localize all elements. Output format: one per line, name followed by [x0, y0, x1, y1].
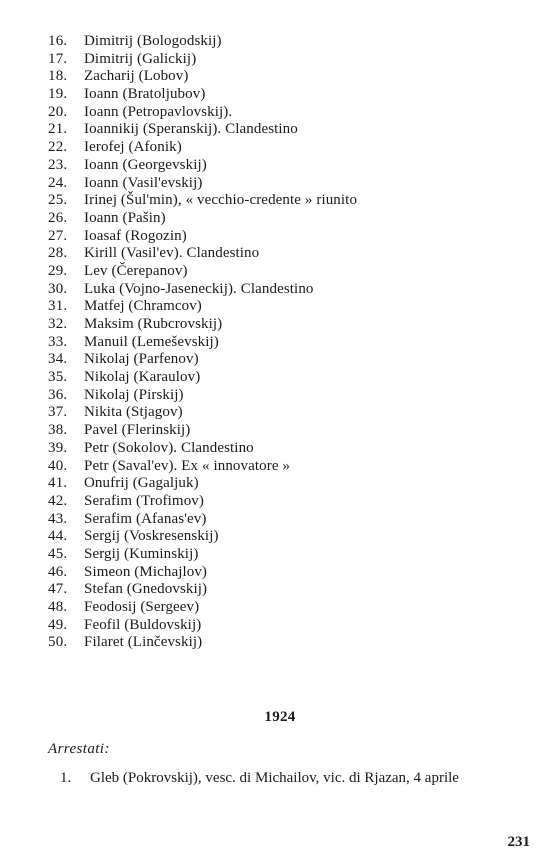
list-item-number: 31. [48, 298, 68, 315]
list-item-number: 34. [48, 351, 68, 368]
list-item-text: Kirill (Vasil'ev). Clandestino [84, 245, 260, 262]
list-item [48, 440, 357, 458]
list-item [48, 581, 357, 599]
section-year-heading: 1924 [264, 709, 296, 725]
list-item [48, 458, 357, 476]
list-item [48, 175, 357, 193]
list-item-number: 38. [48, 422, 68, 439]
list-item [48, 617, 357, 635]
list-item-number: 45. [48, 545, 68, 562]
list-item-text: Lev (Čerepanov) [84, 262, 188, 279]
list-item [48, 121, 357, 139]
list-item [48, 475, 357, 493]
list-item-text: Petr (Sokolov). Clandestino [84, 439, 254, 456]
list-item [48, 192, 357, 210]
list-item-number: 35. [48, 369, 68, 386]
list-item-text: Feodosij (Sergeev) [84, 599, 200, 615]
list-item-number: 22. [48, 139, 68, 156]
list-item [48, 68, 357, 86]
list-item [48, 599, 357, 617]
list-item-text: Nikolaj (Karaulov) [84, 369, 201, 386]
list-item-number: 27. [48, 227, 68, 244]
list-item-text: Ioann (Georgevskij) [84, 156, 207, 173]
list-item-text: Ioann (Bratoljubov) [84, 86, 206, 103]
list-item [48, 281, 357, 299]
list-item-text: Feofil (Buldovskij) [84, 616, 202, 633]
list-item-text: Ioann (Petropavlovskij). [84, 103, 233, 120]
list-item-number: 41. [48, 475, 68, 492]
list-item-text: Ioasaf (Rogozin) [84, 227, 187, 244]
list-item-text: Nikolaj (Pirskij) [84, 386, 184, 403]
list-item-text: Sergij (Voskresenskij) [84, 528, 219, 545]
list-item-number: 19. [48, 86, 68, 103]
list-item [48, 564, 357, 582]
list-item-text: Pavel (Flerinskij) [84, 422, 191, 439]
list-item-text: Nikolaj (Parfenov) [84, 351, 199, 368]
list-item [48, 387, 357, 405]
list-item-number: 40. [48, 457, 68, 474]
list-item-text: Dimitrij (Bologodskij) [84, 33, 222, 49]
list-item-number: 39. [48, 439, 68, 456]
list-item [48, 228, 357, 246]
list-item [48, 245, 357, 263]
list-item-text: Petr (Saval'ev). Ex « innovatore » [84, 457, 291, 474]
list-item-number: 29. [48, 262, 68, 279]
list-item-text: Simeon (Michajlov) [84, 563, 208, 580]
list-item-text: Ioann (Vasil'evskij) [84, 174, 203, 191]
list-item-number: 47. [48, 581, 68, 598]
list-item-number: 49. [48, 616, 68, 633]
list-item-text: Matfej (Chramcov) [84, 298, 202, 315]
list-item [48, 511, 357, 529]
list-item [48, 139, 357, 157]
list-item-number: 33. [48, 333, 68, 350]
list-item-text: Irinej (Šul'min), « vecchio-credente » riunito [84, 192, 358, 209]
list-item-text: Zacharij (Lobov) [84, 68, 189, 85]
list-item-text: Sergij (Kuminskij) [84, 545, 199, 562]
list-item-text: Luka (Vojno-Jaseneckij). Clandestino [84, 280, 314, 297]
list-item-number: 30. [48, 280, 68, 297]
list-item-number: 28. [48, 245, 68, 262]
list-item [48, 334, 357, 352]
list-item-text: Ierofej (Afonik) [84, 139, 182, 156]
list-item-text: Serafim (Afanas'ev) [84, 510, 207, 527]
list-item [48, 51, 357, 69]
list-item [48, 528, 357, 546]
list-item [48, 546, 357, 564]
list-item-number: 20. [48, 103, 68, 120]
list-item [48, 422, 357, 440]
list-item-text: Manuil (Lemeševskij) [84, 333, 219, 350]
list-item-text: Nikita (Stjagov) [84, 404, 183, 421]
list-item-text: Ioannikij (Speranskij). Clandestino [84, 121, 298, 138]
list-item-number: 43. [48, 510, 68, 527]
list-item-number: 32. [48, 316, 68, 332]
list-item-number: 24. [48, 174, 68, 191]
list-item [48, 104, 357, 122]
list-item-text: Ioann (Pašin) [84, 209, 166, 226]
list-item [48, 86, 357, 104]
list-item [48, 634, 357, 652]
list-item [48, 263, 357, 281]
list-item-number: 16. [48, 33, 68, 49]
list-item-number: 48. [48, 599, 68, 615]
list-item [48, 369, 357, 387]
list-item-number: 44. [48, 528, 68, 545]
list-item [48, 33, 357, 51]
list-item-number: 37. [48, 404, 68, 421]
arrested-subheading: Arrestati: [48, 741, 110, 757]
list-item-number: 50. [48, 634, 68, 651]
entry-text: Gleb (Pokrovskij), vesc. di Michailov, vic. di Rjazan, 4 aprile [90, 770, 459, 786]
list-item-number: 36. [48, 386, 68, 403]
list-item [48, 404, 357, 422]
list-item-number: 26. [48, 209, 68, 226]
list-item-text: Maksim (Rubcrovskij) [84, 316, 223, 332]
list-item [48, 157, 357, 175]
page-number: 231 [507, 834, 530, 850]
list-item-number: 23. [48, 156, 68, 173]
arrest-entry [60, 769, 530, 787]
list-item-number: 42. [48, 492, 68, 509]
list-item-text: Serafim (Trofimov) [84, 492, 204, 509]
list-item [48, 298, 357, 316]
list-item-text: Filaret (Linčevskij) [84, 634, 203, 651]
list-item [48, 351, 357, 369]
list-item [48, 493, 357, 511]
list-item-number: 46. [48, 563, 68, 580]
entry-number: 1. [60, 770, 72, 786]
list-item-number: 25. [48, 192, 68, 209]
list-item-number: 21. [48, 121, 68, 138]
list-item [48, 316, 357, 334]
list-item-number: 18. [48, 68, 68, 85]
list-item-text: Dimitrij (Galickij) [84, 50, 197, 67]
bishop-list [48, 33, 357, 652]
list-item-number: 17. [48, 50, 68, 67]
list-item-text: Stefan (Gnedovskij) [84, 581, 208, 598]
list-item-text: Onufrij (Gagaljuk) [84, 475, 199, 492]
list-item [48, 210, 357, 228]
